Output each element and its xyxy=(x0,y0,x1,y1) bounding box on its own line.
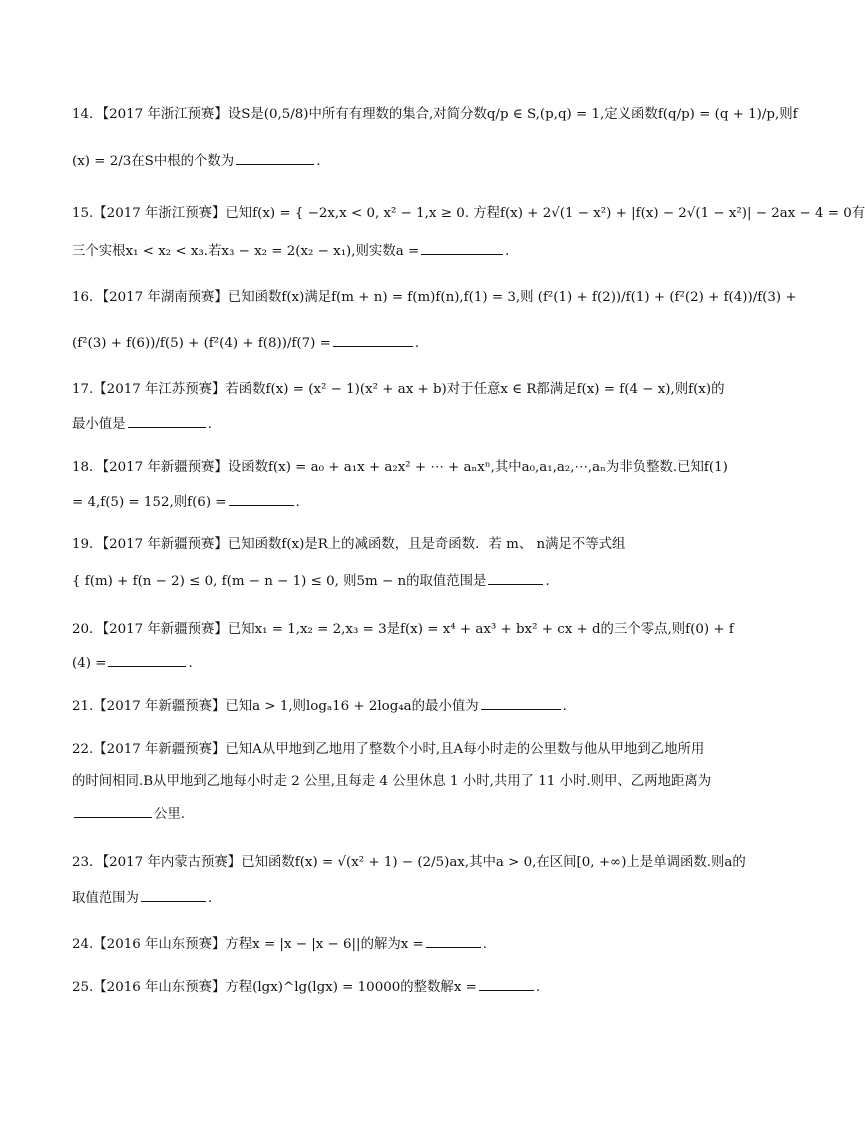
problem-17-line-1: 17.【2017 年江苏预赛】若函数f(x) = (x² − 1)(x² + ax + b)对于任意x ∈ R都满足f(x) = f(4 − x),则f(x)的 xyxy=(72,382,725,397)
problem-17-text: 最小值是 xyxy=(72,417,126,432)
problem-25-text: 25.【2016 年山东预赛】方程(lgx)^lg(lgx) = 10000的整数解x = xyxy=(72,980,477,995)
problem-17-suffix: . xyxy=(207,417,212,432)
problem-21-text: 21.【2017 年新疆预赛】已知a > 1,则logₐ16 + 2log₄a的最小值为 xyxy=(72,699,479,714)
answer-blank-23[interactable] xyxy=(141,887,206,902)
problem-14-line-1: 14．【2017 年浙江预赛】设S是(0,5/8)中所有有理数的集合,对简分数q/p ∈ S,(p,q) = 1,定义函数f(q/p) = (q + 1)/p,则f xyxy=(72,107,798,122)
problem-23-text: 取值范围为 xyxy=(72,891,139,906)
answer-blank-18[interactable] xyxy=(229,491,294,506)
problem-15-line-2 xyxy=(72,240,722,262)
problem-19-line-1: 19．【2017 年新疆预赛】已知函数f(x)是R上的减函数，且是奇函数．若 m、 n满足不等式组 xyxy=(72,537,626,552)
answer-blank-24[interactable] xyxy=(426,933,481,948)
problem-22-line-1: 22.【2017 年新疆预赛】已知A从甲地到乙地用了整数个小时,且A每小时走的公里数与他从甲地到乙地所用 xyxy=(72,742,705,757)
answer-blank-21[interactable] xyxy=(481,695,561,710)
answer-blank-17[interactable] xyxy=(128,413,206,428)
answer-blank-25[interactable] xyxy=(479,976,534,991)
problem-19-text: { f(m) + f(n − 2) ≤ 0, f(m − n − 1) ≤ 0, 则5m − n的取值范围是 xyxy=(72,574,487,589)
problem-22-line-2: 的时间相同.B从甲地到乙地每小时走 2 公里,且每走 4 公里休息 1 小时,共用了 11 小时.则甲、乙两地距离为 xyxy=(72,774,712,789)
problem-16-line-1: 16．【2017 年湖南预赛】已知函数f(x)满足f(m + n) = f(m)f(n),f(1) = 3,则 (f²(1) + f(2))/f(1) + (f²(2) + f(4))/f(3) + xyxy=(72,290,797,305)
problem-21-suffix: . xyxy=(562,699,567,714)
problem-14-text: (x) = 2/3在S中根的个数为 xyxy=(72,154,235,169)
problem-18-line-2 xyxy=(72,491,722,513)
problem-15-text: 三个实根x₁ < x₂ < x₃.若x₃ − x₂ = 2(x₂ − x₁),则实数a = xyxy=(72,244,420,259)
problem-15-line-1: 15.【2017 年浙江预赛】已知f(x) = { −2x,x < 0, x² − 1,x ≥ 0. 方程f(x) + 2√(1 − x²) + |f(x) − 2√(1 − x²)| − 2ax − 4 = 0有 xyxy=(72,206,865,221)
problem-19-suffix: . xyxy=(545,574,550,589)
problem-20-suffix: . xyxy=(188,656,193,671)
problem-23-suffix: . xyxy=(207,891,213,906)
problem-24-text: 24.【2016 年山东预赛】方程x = |x − |x − 6||的解为x = xyxy=(72,937,424,952)
problem-21-line-1 xyxy=(72,695,722,717)
problem-23-line-2 xyxy=(72,887,722,909)
problem-14-suffix: . xyxy=(316,154,321,169)
answer-blank-22[interactable] xyxy=(74,803,152,818)
problem-23-line-1: 23．【2017 年内蒙古预赛】已知函数f(x) = √(x² + 1) − (2/5)ax,其中a > 0,在区间[0, +∞)上是单调函数.则a的 xyxy=(72,855,746,870)
problem-15-suffix: . xyxy=(505,244,510,259)
answer-blank-14[interactable] xyxy=(236,150,314,165)
problem-19-line-2 xyxy=(72,570,722,592)
problem-18-line-1: 18．【2017 年新疆预赛】设函数f(x) = a₀ + a₁x + a₂x² + ⋯ + aₙxⁿ,其中a₀,a₁,a₂,⋯,aₙ为非负整数.已知f(1) xyxy=(72,460,728,475)
answer-blank-15[interactable] xyxy=(421,240,503,255)
problem-16-suffix: . xyxy=(414,336,420,351)
problem-24-line-1 xyxy=(72,933,722,955)
problem-20-line-2 xyxy=(72,652,722,674)
problem-25-suffix: . xyxy=(535,980,541,995)
problem-22-line-3 xyxy=(72,803,722,825)
problem-18-suffix: . xyxy=(295,495,300,510)
problem-20-line-1: 20．【2017 年新疆预赛】已知x₁ = 1,x₂ = 2,x₃ = 3是f(x) = x⁴ + ax³ + bx² + cx + d的三个零点,则f(0) + f xyxy=(72,622,734,637)
problem-24-suffix: . xyxy=(482,937,488,952)
answer-blank-20[interactable] xyxy=(108,652,186,667)
problem-22-suffix: 公里. xyxy=(154,807,186,822)
answer-blank-19[interactable] xyxy=(488,570,543,585)
problem-18-text: = 4,f(5) = 152,则f(6) = xyxy=(72,495,227,510)
problem-20-text: (4) = xyxy=(72,656,107,671)
answer-blank-16[interactable] xyxy=(333,332,413,347)
problem-16-line-2 xyxy=(72,332,722,354)
problem-25-line-1 xyxy=(72,976,722,998)
problem-17-line-2 xyxy=(72,413,722,435)
problem-14-line-2 xyxy=(72,150,722,172)
problem-16-text: (f²(3) + f(6))/f(5) + (f²(4) + f(8))/f(7) = xyxy=(72,336,331,351)
